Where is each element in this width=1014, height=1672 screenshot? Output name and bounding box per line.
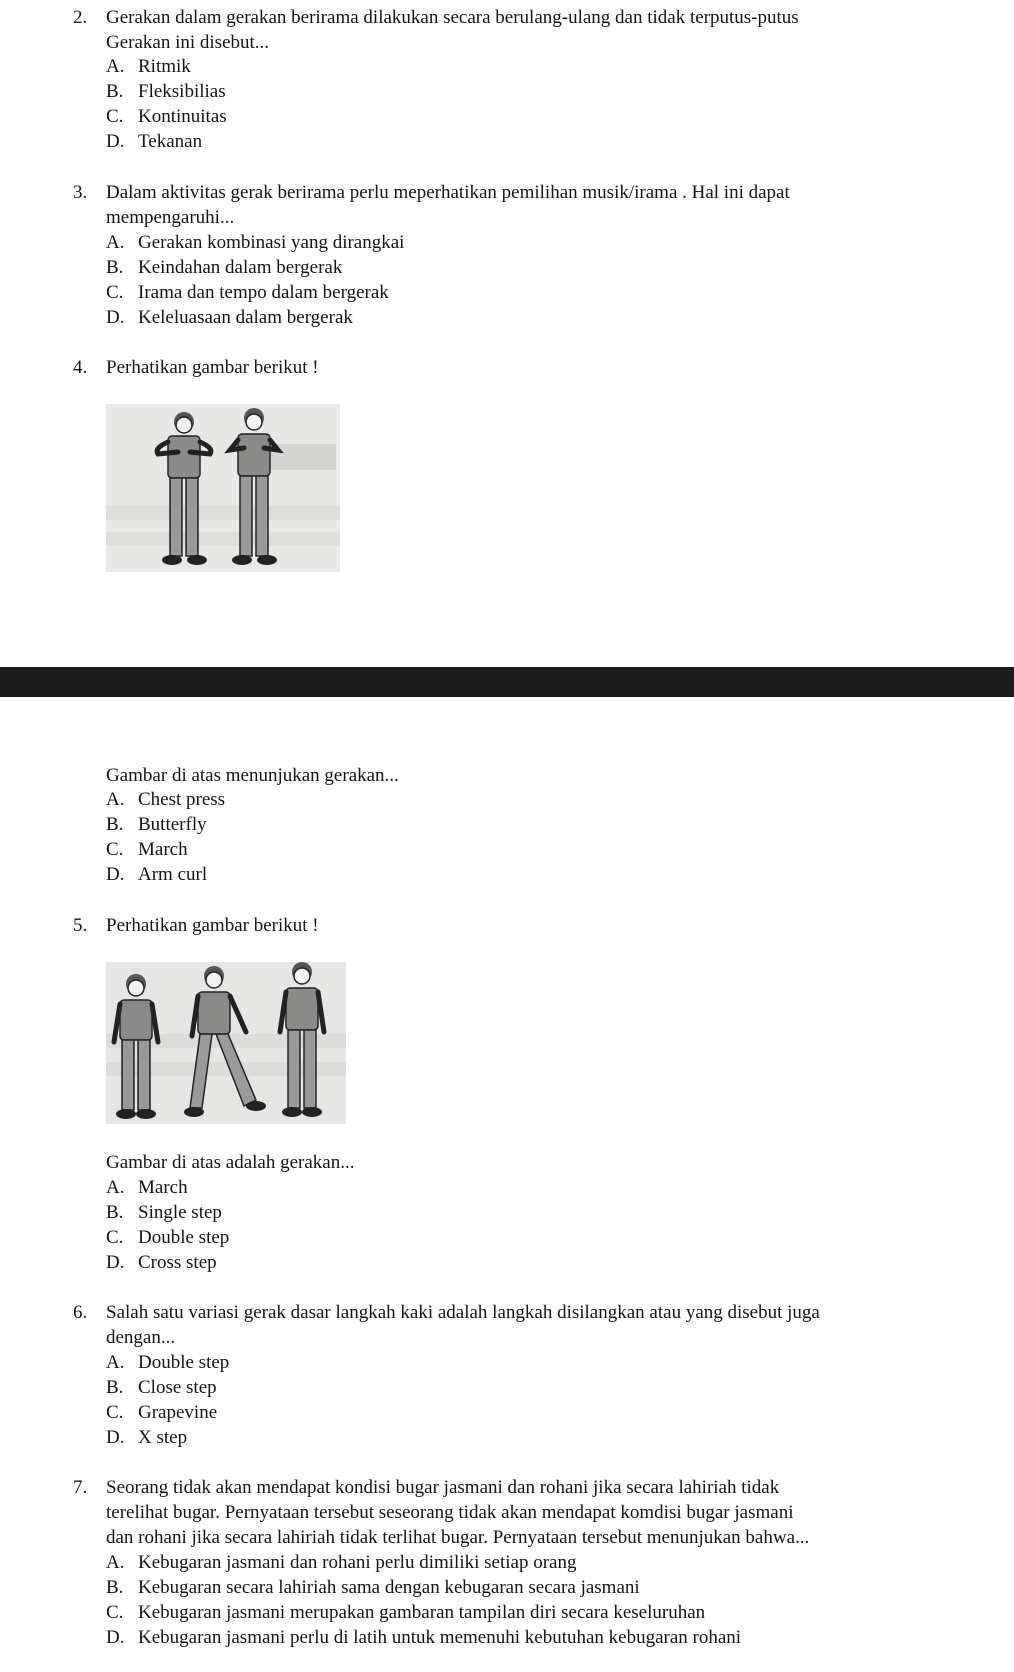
q7-text-line3: dan rohani jika secara lahiriah tidak terlihat bugar. Pernyataan tersebut menunjukan bahwa... xyxy=(106,1527,810,1548)
q3-option-d[interactable]: D. Keleluasaan dalam bergerak xyxy=(106,307,353,328)
q7-option-b[interactable]: B. Kebugaran secara lahiriah sama dengan kebugaran secara jasmani xyxy=(106,1577,640,1598)
q2-option-b[interactable]: B. Fleksibilias xyxy=(106,81,226,102)
q7-option-d[interactable]: D. Kebugaran jasmani perlu di latih untuk memenuhi kebutuhan kebugaran rohani xyxy=(106,1627,742,1648)
q7-text-line1: Seorang tidak akan mendapat kondisi bugar jasmani dan rohani jika secara lahiriah tidak xyxy=(106,1477,780,1498)
q2-option-d[interactable]: D. Tekanan xyxy=(106,131,203,152)
q6-option-d[interactable]: D. X step xyxy=(106,1427,188,1448)
q3-text-line2: mempengaruhi... xyxy=(106,207,235,228)
q4-option-a[interactable]: A. Chest press xyxy=(106,789,226,810)
q6-option-b[interactable]: B. Close step xyxy=(106,1377,217,1398)
q4-figure xyxy=(106,404,340,572)
q5-figure xyxy=(106,962,346,1124)
q7-option-c[interactable]: C. Kebugaran jasmani merupakan gambaran tampilan diri secara keseluruhan xyxy=(106,1602,706,1623)
q4-number: 4. xyxy=(73,357,88,378)
q5-number: 5. xyxy=(73,915,88,936)
q5-option-c[interactable]: C. Double step xyxy=(106,1227,230,1248)
q2-text-line1: Gerakan dalam gerakan berirama dilakukan secara berulang-ulang dan tidak terputus-putus xyxy=(106,7,799,28)
q6-number: 6. xyxy=(73,1302,88,1323)
q6-text-line2: dengan... xyxy=(106,1327,176,1348)
q4-option-d[interactable]: D. Arm curl xyxy=(106,864,208,885)
q5-exercise-illustration xyxy=(106,962,346,1124)
q2-number: 2. xyxy=(73,7,88,28)
page-divider-bar xyxy=(0,667,1014,697)
q4-option-b[interactable]: B. Butterfly xyxy=(106,814,207,835)
q3-option-b[interactable]: B. Keindahan dalam bergerak xyxy=(106,257,343,278)
q6-option-c[interactable]: C. Grapevine xyxy=(106,1402,218,1423)
q7-number: 7. xyxy=(73,1477,88,1498)
q2-text-line2: Gerakan ini disebut... xyxy=(106,32,270,53)
q6-option-a[interactable]: A. Double step xyxy=(106,1352,230,1373)
q4-exercise-illustration xyxy=(106,404,340,572)
q7-text-line2: terelihat bugar. Pernyataan tersebut seseorang tidak akan mendapat komdisi bugar jasmani xyxy=(106,1502,794,1523)
q4-question: Gambar di atas menunjukan gerakan... xyxy=(106,765,399,786)
q5-option-d[interactable]: D. Cross step xyxy=(106,1252,217,1273)
q3-option-c[interactable]: C. Irama dan tempo dalam bergerak xyxy=(106,282,389,303)
q3-text-line1: Dalam aktivitas gerak berirama perlu meperhatikan pemilihan musik/irama . Hal ini dapat xyxy=(106,182,790,203)
q2-option-c[interactable]: C. Kontinuitas xyxy=(106,106,227,127)
q5-option-a[interactable]: A. March xyxy=(106,1177,188,1198)
q3-option-a[interactable]: A. Gerakan kombinasi yang dirangkai xyxy=(106,232,405,253)
q7-option-a[interactable]: A. Kebugaran jasmani dan rohani perlu dimiliki setiap orang xyxy=(106,1552,577,1573)
q3-number: 3. xyxy=(73,182,88,203)
q4-prompt: Perhatikan gambar berikut ! xyxy=(106,357,319,378)
q6-text-line1: Salah satu variasi gerak dasar langkah kaki adalah langkah disilangkan atau yang disebut juga xyxy=(106,1302,820,1323)
q5-prompt: Perhatikan gambar berikut ! xyxy=(106,915,319,936)
q5-question: Gambar di atas adalah gerakan... xyxy=(106,1152,355,1173)
q4-option-c[interactable]: C. March xyxy=(106,839,188,860)
q5-option-b[interactable]: B. Single step xyxy=(106,1202,222,1223)
q2-option-a[interactable]: A. Ritmik xyxy=(106,56,191,77)
